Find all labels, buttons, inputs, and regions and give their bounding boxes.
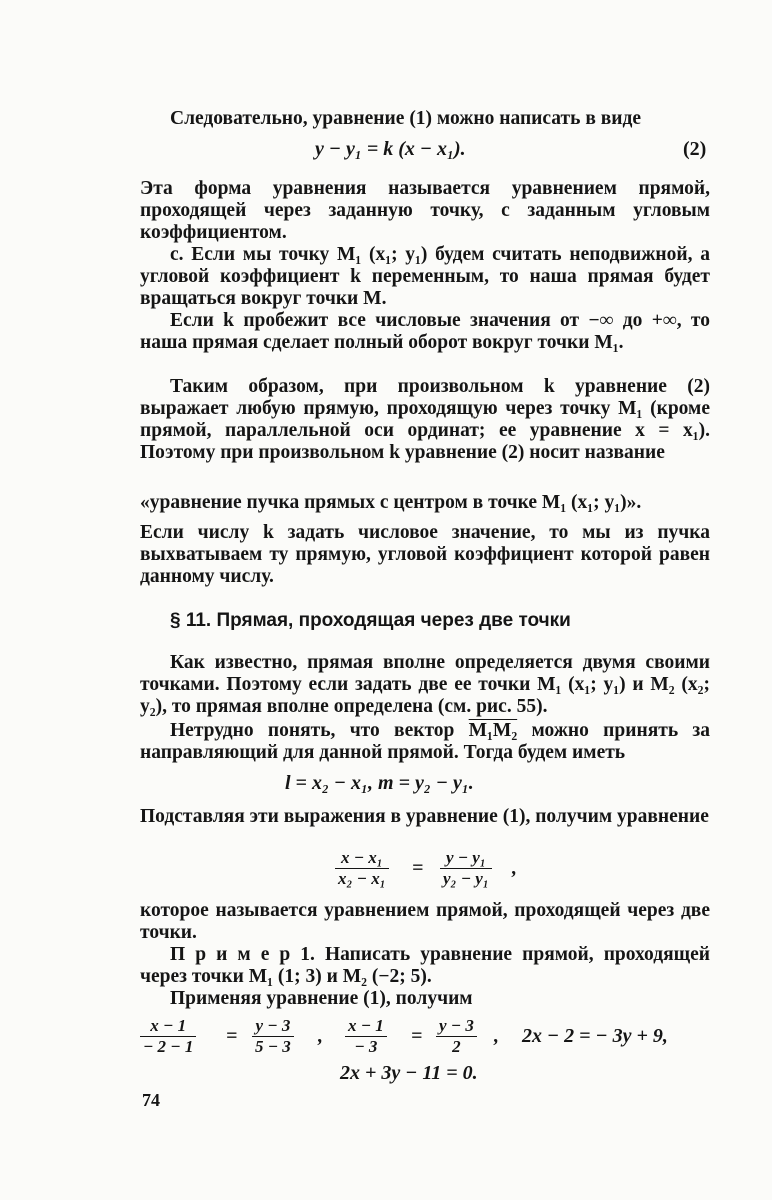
equation-2: y − y₁ = k (x − x₁). [315, 138, 466, 160]
comma: , [318, 1025, 323, 1047]
vector-text-a: Нетрудно понять, что вектор [170, 720, 469, 741]
paragraph-k-range: Если k пробежит все числовые значения от −∞ до +∞, то наша прямая сделает полный оборот вокруг точки M₁. [140, 310, 710, 353]
paragraph-intro: Следовательно, уравнение (1) можно написать в виде [170, 108, 642, 129]
fraction-x [335, 848, 389, 889]
paragraph-apply: Применяя уравнение (1), получим [170, 988, 473, 1009]
example-result-equation: 2x + 3y − 11 = 0. [340, 1062, 478, 1084]
fraction-y-denominator: y₂ − y₁ [443, 869, 489, 888]
vector-m1m2: M₁M₂ [468, 720, 518, 741]
example-linear-equation: 2x − 2 = − 3y + 9, [522, 1025, 668, 1047]
vector-text-b: можно принять за направляющий для данной прямой. Тогда будем иметь [140, 720, 710, 763]
equation-2-number: (2) [683, 138, 707, 160]
example-fraction-1a [140, 1016, 196, 1057]
example-fraction-1a-numerator: x − 1 [150, 1016, 187, 1035]
example-fraction-1b [252, 1016, 294, 1057]
paragraph-known: Как известно, прямая вполне определяется двумя своими точками. Поэтому если задать две ее точки M₁ (x₁; y₁) и M₂ (x₂; y₂), то прямая вполне определена (см. рис. 55). [140, 652, 710, 717]
fraction-y [440, 848, 492, 889]
paragraph-called: которое называется уравнением прямой, проходящей через две точки. [140, 900, 710, 943]
paragraph-thus: Таким образом, при произвольном k уравнение (2) выражает любую прямую, проходящую через точку M₁ (кроме прямой, параллельной оси ординат; ее уравнение x = x₁). Поэтому при произвольном k уравнение (2) носит название [140, 376, 710, 463]
paragraph-substitute: Подставляя эти выражения в уравнение (1), получим уравнение [140, 806, 709, 827]
example-fraction-2a [345, 1016, 387, 1057]
example-fraction-1b-denominator: 5 − 3 [255, 1037, 291, 1056]
paragraph-vector [140, 720, 710, 764]
example-fraction-2a-denominator: − 3 [354, 1037, 378, 1056]
example-fraction-2b [436, 1016, 477, 1057]
equation-l-m: l = x₂ − x₁, m = y₂ − y₁. [285, 772, 474, 794]
fraction-y-numerator: y − y₁ [445, 848, 486, 867]
comma: , [512, 857, 517, 879]
comma: , [494, 1025, 499, 1047]
paragraph-number: Если числу k задать числовое значение, то мы из пучка выхватываем ту прямую, угловой коэффициент которой равен данному числу. [140, 522, 710, 587]
paragraph-c: с. Если мы точку M₁ (x₁; y₁) будем считать неподвижной, а угловой коэффициент k переменным, то наша прямая будет вращаться вокруг точки M. [140, 244, 710, 309]
example-fraction-2a-numerator: x − 1 [348, 1016, 384, 1035]
paragraph-pencil: «уравнение пучка прямых с центром в точке M₁ (x₁; y₁)». [140, 492, 642, 513]
fraction-x-numerator: x − x₁ [340, 848, 383, 867]
equals-sign: = [411, 1025, 423, 1047]
example-fraction-1a-denominator: − 2 − 1 [143, 1037, 194, 1056]
equals-sign: = [412, 857, 424, 879]
example-fraction-2b-denominator: 2 [452, 1037, 461, 1056]
section-heading: § 11. Прямая, проходящая через две точки [170, 610, 571, 631]
fraction-x-denominator: x₂ − x₁ [338, 869, 386, 888]
example-fraction-2b-numerator: y − 3 [439, 1016, 474, 1035]
paragraph-example: П р и м е р 1. Написать уравнение прямой, проходящей через точки M₁ (1; 3) и M₂ (−2; 5). [140, 944, 710, 987]
example-fraction-1b-numerator: y − 3 [255, 1016, 291, 1035]
paragraph-form: Эта форма уравнения называется уравнением прямой, проходящей через заданную точку, с заданным угловым коэффициентом. [140, 178, 710, 243]
equals-sign: = [226, 1025, 238, 1047]
page-number: 74 [142, 1090, 160, 1110]
